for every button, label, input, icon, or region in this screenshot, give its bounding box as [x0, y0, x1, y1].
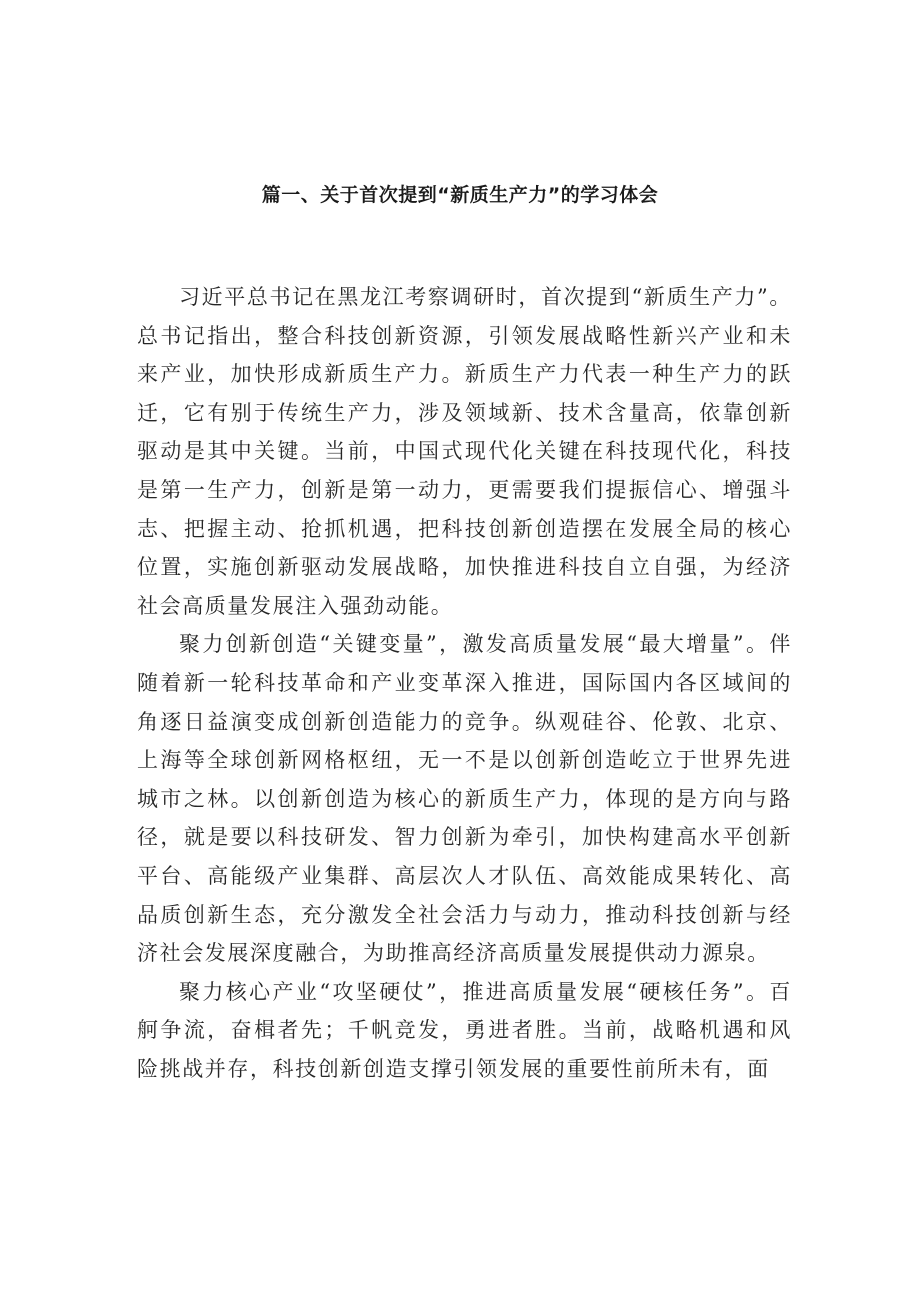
document-title: 篇一、关于首次提到“新质生产力”的学习体会 [261, 184, 659, 206]
paragraph: 习近平总书记在黑龙江考察调研时，首次提到“新质生产力”。总书记指出，整合科技创新资源，引领发展战略性新兴产业和未来产业，加快形成新质生产力。新质生产力代表一种生产力的跃迁，它有别于传统生产力，涉及领域新、技术含量高，依靠创新驱动是其中关键。当前，中国式现代化关键在科技现代化，科技是第一生产力，创新是第一动力，更需要我们提振信心、增强斗志、把握主动、抢抓机遇，把科技创新创造摆在发展全局的核心位置，实施创新驱动发展战略，加快推进科技自立自强，为经济社会高质量发展注入强劲动能。 [137, 285, 792, 618]
document-body [137, 278, 792, 1088]
paragraph: 聚力创新创造“关键变量”，激发高质量发展“最大增量”。伴随着新一轮科技革命和产业变革深入推进，国际国内各区域间的角逐日益演变成创新创造能力的竞争。纵观硅谷、伦敦、北京、上海等全球创新网格枢纽，无一不是以创新创造屹立于世界先进城市之林。以创新创造为核心的新质生产力，体现的是方向与路径，就是要以科技研发、智力创新为牵引，加快构建高水平创新平台、高能级产业集群、高层次人才队伍、高效能成果转化、高品质创新生态，充分激发全社会活力与动力，推动科技创新与经济社会发展深度融合，为助推高经济高质量发展提供动力源泉。 [137, 632, 792, 966]
paragraph: 聚力核心产业“攻坚硬仗”，推进高质量发展“硬核任务”。百舸争流，奋楫者先；千帆竞发，勇进者胜。当前，战略机遇和风险挑战并存，科技创新创造支撑引领发展的重要性前所未有，面 [137, 979, 792, 1081]
